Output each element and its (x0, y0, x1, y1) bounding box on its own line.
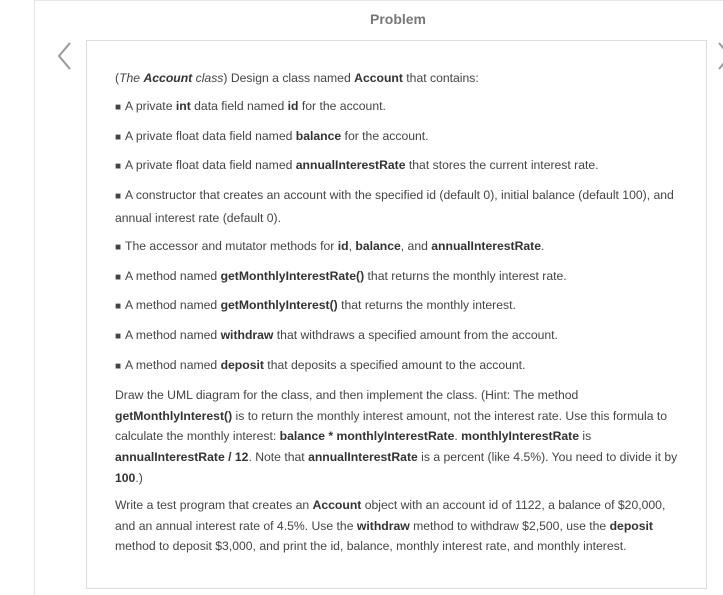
body-text: is to return the monthly interest amount, not the interest rate. Use this formula to calculate the monthly interest: (115, 408, 668, 444)
body-text: . Note that (248, 450, 309, 465)
list-item (115, 295, 685, 318)
body-text: ■ (115, 271, 122, 283)
body-text: ■ (115, 131, 122, 143)
body-text: ■ (115, 331, 122, 343)
body-text: A private (125, 98, 176, 113)
body-text: Draw the UML diagram for the class, and then implement the class. (Hint: The method (115, 387, 579, 402)
body-text: is a percent (like 4.5%). You need to divide it by (417, 450, 678, 465)
body-text: ■ (115, 301, 122, 313)
list-item (115, 236, 685, 259)
body-text: for the account. (341, 128, 429, 143)
next-button[interactable] (716, 40, 723, 72)
body-text: ■ (115, 360, 122, 372)
keyword-text: balance (355, 238, 401, 253)
body-text: method to deposit $3,000, and print the id, balance, monthly interest rate, and monthly interest. (115, 539, 627, 554)
body-text: that deposits a specified amount to the account. (263, 357, 526, 372)
body-text: A method named (125, 268, 221, 283)
page-title: Problem (369, 11, 426, 27)
body-text: ■ (115, 241, 122, 253)
list-item (115, 185, 685, 229)
keyword-text: 100 (115, 470, 136, 485)
list-item (115, 325, 685, 348)
keyword-text: balance * monthlyInterestRate (279, 429, 455, 444)
keyword-text: monthlyInterestRate (461, 429, 579, 444)
keyword-text: balance (295, 128, 342, 143)
keyword-text: withdraw (356, 518, 410, 533)
body-text: object with an account id of 1122, a balance of $20,000, and an annual interest rate of 4.5%. Use the (115, 497, 666, 533)
body-text: A method named (125, 298, 221, 313)
keyword-text: annualInterestRate (431, 238, 541, 253)
body-text: ■ (115, 191, 122, 203)
body-text: is (579, 429, 592, 444)
body-text: that withdraws a specified amount from the account. (273, 328, 558, 343)
keyword-text: int (175, 98, 191, 113)
body-text: A private float data field named (125, 158, 296, 173)
problem-intro: (The Account class) Design a class named Account that contains: (115, 71, 479, 85)
list-item (115, 96, 685, 119)
body-text: class (195, 71, 224, 85)
keyword-text: getMonthlyInterest() (220, 298, 338, 313)
body-text: The (119, 71, 141, 85)
body-text: The accessor and mutator methods for (125, 238, 338, 253)
body-text: A private float data field named (125, 128, 296, 143)
body-text: method to withdraw $2,500, use the (409, 518, 610, 533)
body-text: that returns the monthly interest rate. (364, 268, 567, 283)
keyword-text: getMonthlyInterestRate() (220, 268, 365, 283)
body-text: A constructor that creates an account with the specified id (default 0), initial balance (default 100), and annual interest rate (default 0). (115, 188, 674, 225)
chevron-right-icon (716, 40, 723, 72)
body-text: A method named (125, 357, 221, 372)
keyword-text: id (287, 98, 299, 113)
body-text: that contains: (402, 71, 479, 85)
body-text: , (348, 238, 356, 253)
test-program-paragraph (115, 495, 685, 557)
body-text: .) (135, 470, 143, 485)
body-text: that stores the current interest rate. (405, 158, 599, 173)
keyword-text: annualInterestRate / 12 (115, 450, 249, 465)
body-text: . (454, 429, 462, 444)
keyword-text: Account (143, 71, 193, 85)
body-text: that returns the monthly interest. (337, 298, 516, 313)
keyword-text: annualInterestRate (295, 158, 406, 173)
keyword-text: deposit (609, 518, 653, 533)
body-text: for the account. (298, 98, 386, 113)
instructions-paragraph (115, 385, 685, 489)
body-text: Write a test program that creates an (115, 497, 313, 512)
keyword-text: getMonthlyInterest() (115, 408, 233, 423)
list-item (115, 155, 685, 178)
previous-button[interactable] (56, 40, 76, 72)
keyword-text: annualInterestRate (308, 450, 418, 465)
list-item (115, 266, 685, 289)
list-item (115, 126, 685, 149)
body-text: ) Design a class named (223, 71, 355, 85)
body-text: ■ (115, 101, 122, 113)
list-item (115, 355, 685, 378)
chevron-left-icon (56, 40, 76, 72)
keyword-text: deposit (220, 357, 264, 372)
body-text (143, 71, 223, 85)
keyword-text: Account (312, 497, 362, 512)
body-text: A method named (125, 328, 221, 343)
keyword-text: id (337, 238, 349, 253)
keyword-text: Account (354, 71, 403, 85)
body-text: data field named (190, 98, 288, 113)
keyword-text: withdraw (220, 328, 274, 343)
body-text: , and (400, 238, 432, 253)
problem-text (115, 68, 685, 563)
body-text: . (541, 238, 545, 253)
body-text: ■ (115, 161, 122, 173)
